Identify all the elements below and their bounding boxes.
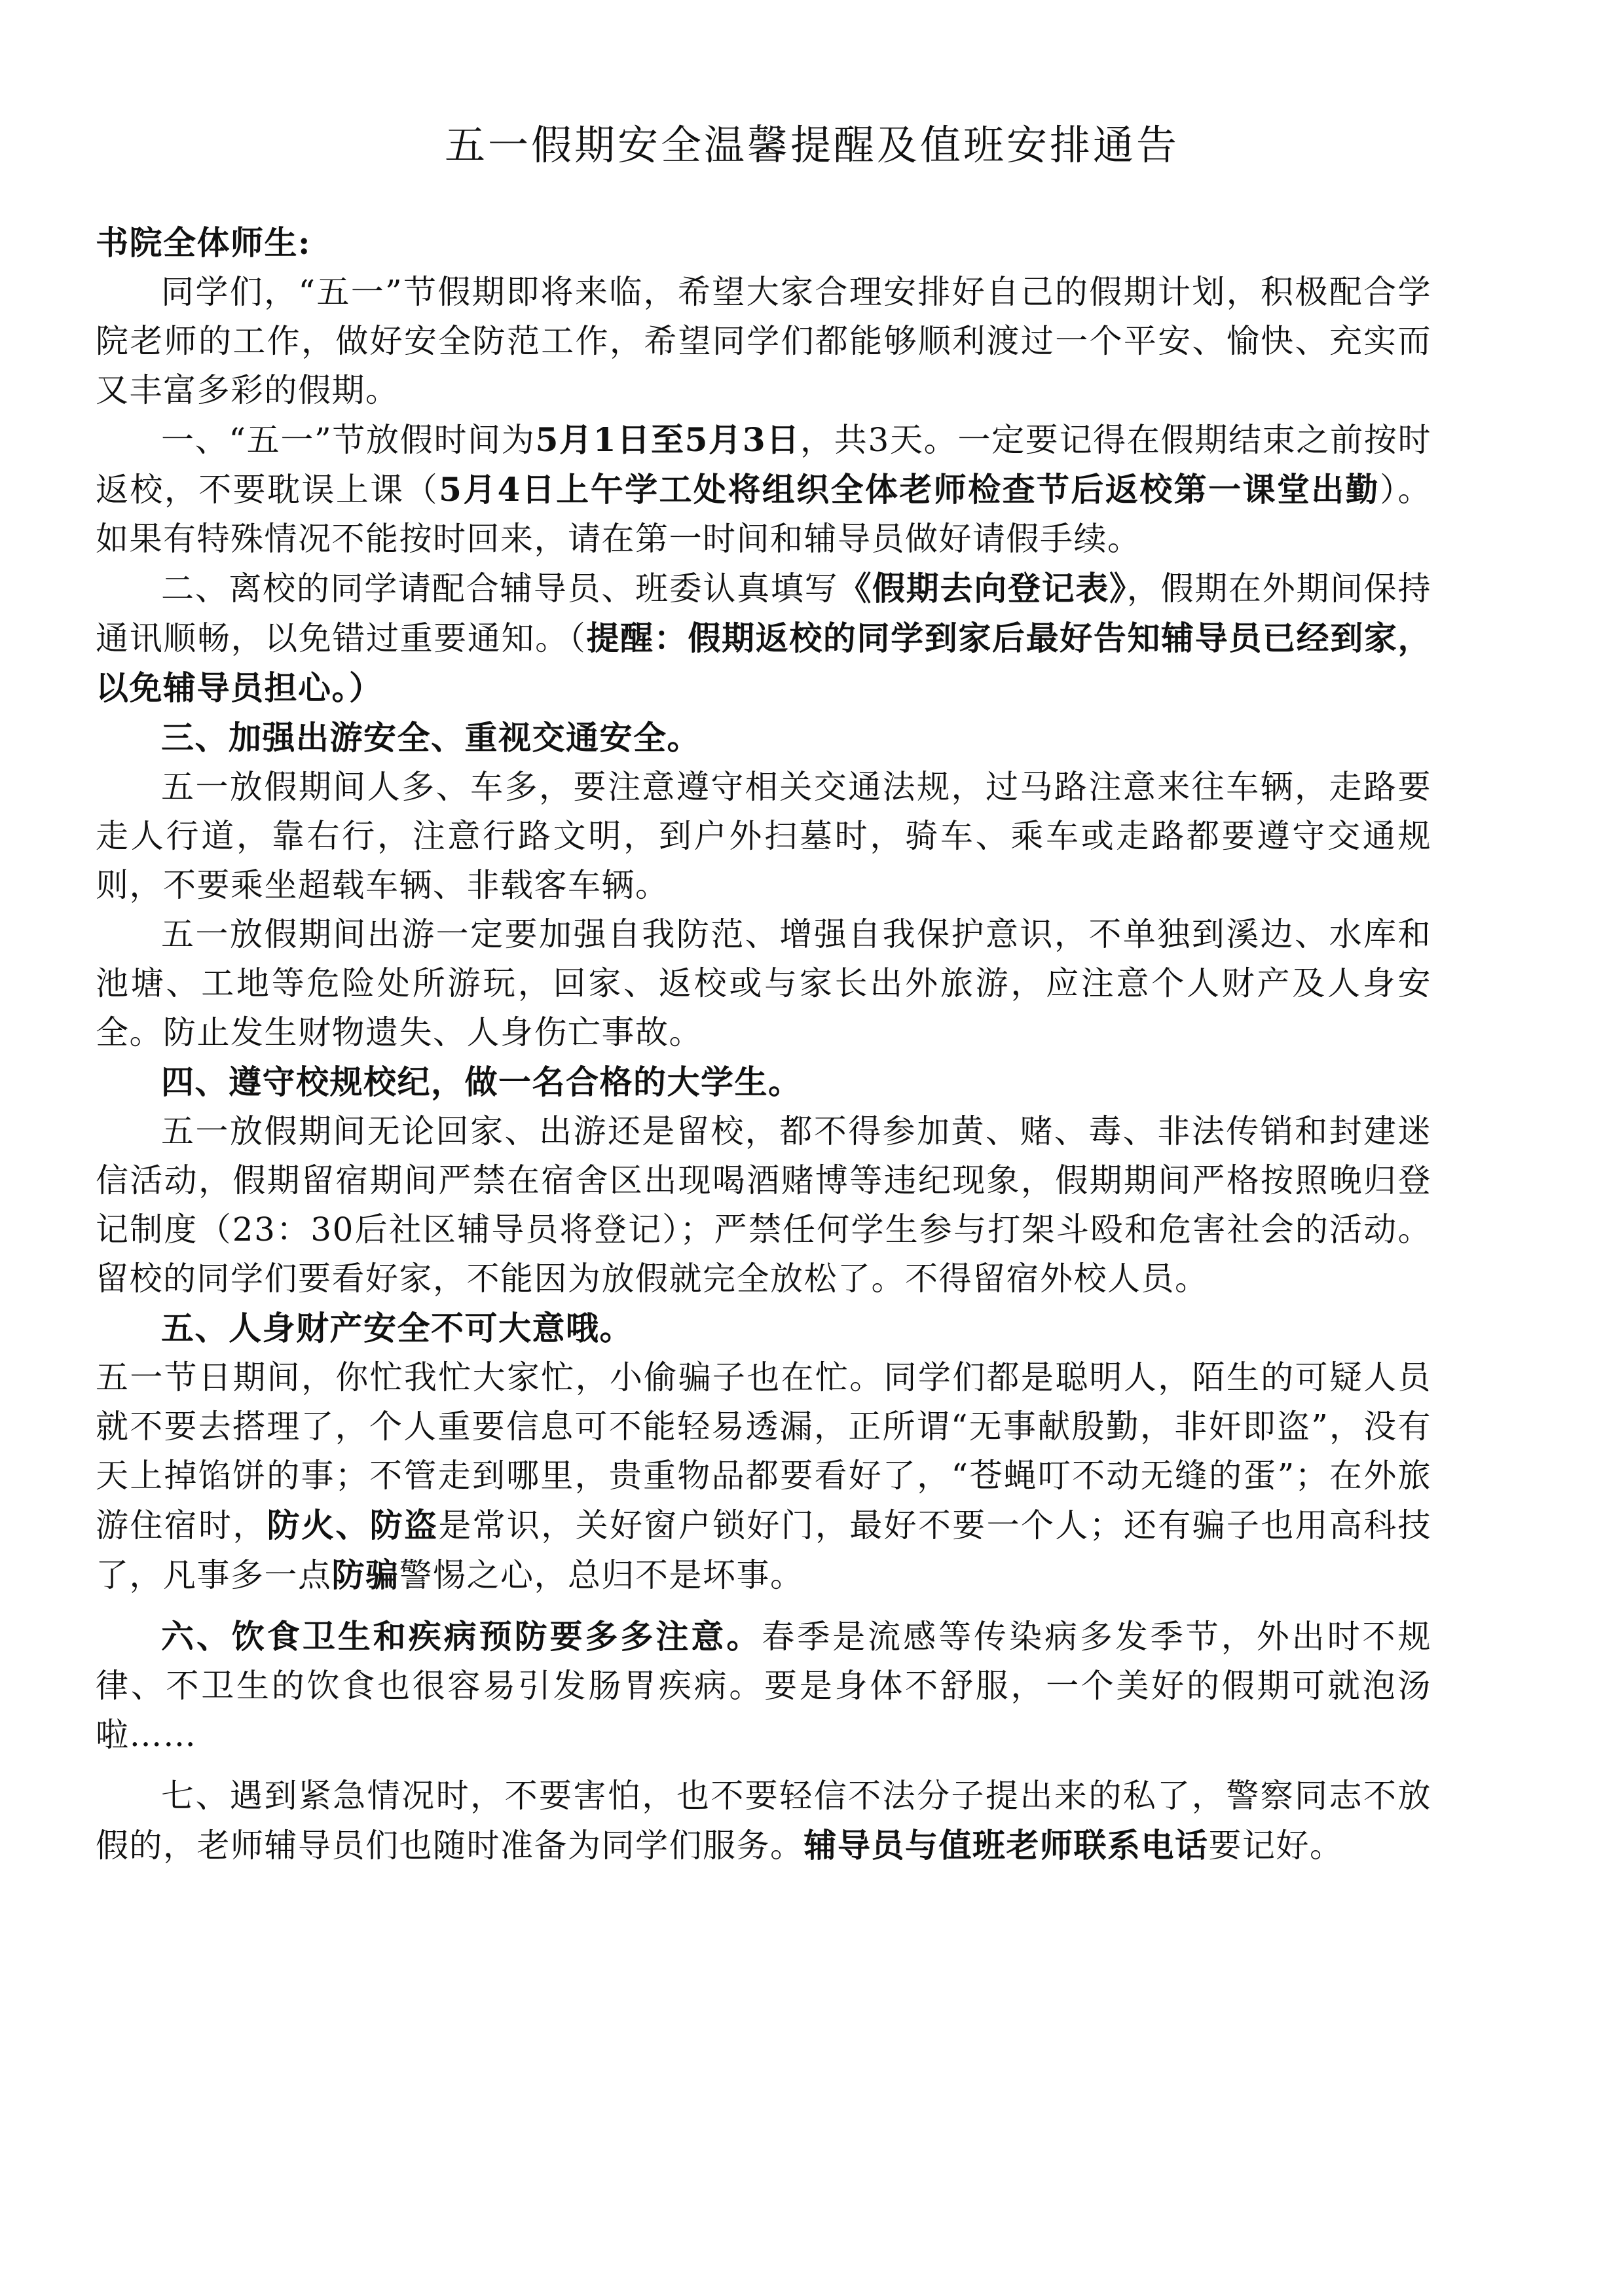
item-5-heading: 五、人身财产安全不可大意哦。 [161, 1309, 633, 1347]
item-2-paragraph: 二、离校的同学请配合辅导员、班委认真填写《假期去向登记表》，假期在外期间保持通讯顺畅，以免错过重要通知。（提醒：假期返校的同学到家后最好告知辅导员已经到家，以免辅导员担心。） [96, 569, 1432, 707]
item-4-paragraph: 五一放假期间无论回家、出游还是留校，都不得参加黄、赌、毒、非法传销和封建迷信活动，假期留宿期间严禁在宿舍区出现喝酒赌博等违纪现象，假期期间严格按照晚归登记制度（23：30后社区辅导员将登记）；严禁任何学生参与打架斗殴和危害社会的活动。留校的同学们要看好家，不能因为放假就完全放松了。不得留宿外校人员。 [96, 1112, 1431, 1298]
item-6-paragraph: 六、饮食卫生和疾病预防要多多注意。春季是流感等传染病多发季节，外出时不规律、不卫生的饮食也很容易引发肠胃疾病。要是身体不舒服，一个美好的假期可就泡汤啦…… [96, 1617, 1432, 1754]
fraud-prevention: 防骗 [331, 1556, 399, 1594]
contact-phone-note: 辅导员与值班老师联系电话 [803, 1826, 1209, 1865]
item-6-heading: 六、饮食卫生和疾病预防要多多注意。 [161, 1617, 762, 1656]
salutation: 书院全体师生: [96, 223, 311, 262]
intro-paragraph: 同学们，“五一”节假期即将来临，希望大家合理安排好自己的假期计划，积极配合学院老师的工作，做好安全防范工作，希望同学们都能够顺利渡过一个平安、愉快、充实而又丰富多彩的假期。 [96, 273, 1431, 409]
item-3-paragraph-1: 五一放假期间人多、车多，要注意遵守相关交通法规，过马路注意来往车辆，走路要走人行道，靠右行，注意行路文明，到户外扫墓时，骑车、乘车或走路都要遵守交通规则，不要乘坐超载车辆、非载客车辆。 [96, 768, 1431, 904]
registration-form-name: 《假期去向登记表》 [838, 569, 1127, 608]
attendance-check-note: 5月4日上午学工处将组织全体老师检查节后返校第一课堂出勤 [439, 470, 1380, 509]
document-title: 五一假期安全温馨提醒及值班安排通告 [444, 121, 1179, 169]
item-7-paragraph: 七、遇到紧急情况时，不要害怕，也不要轻信不法分子提出来的私了，警察同志不放假的，老师辅导员们也随时准备为同学们服务。辅导员与值班老师联系电话要记好。 [96, 1777, 1431, 1865]
item-3-paragraph-2: 五一放假期间出游一定要加强自我防范、增强自我保护意识，不单独到溪边、水库和池塘、工地等危险处所游玩，回家、返校或与家长出外旅游，应注意个人财产及人身安全。防止发生财物遗失、人身伤亡事故。 [96, 915, 1431, 1051]
item-3-heading: 三、加强出游安全、重视交通安全。 [161, 718, 701, 757]
holiday-dates: 5月1日至5月3日 [535, 420, 801, 459]
reminder-note: 提醒：假期返校的同学到家后最好告知辅导员已经到家，以免辅导员担心。） [96, 619, 1432, 707]
item-5-paragraph: 五一节日期间，你忙我忙大家忙，小偷骗子也在忙。同学们都是聪明人，陌生的可疑人员就不要去搭理了，个人重要信息可不能轻易透漏，正所谓“无事献殷勤，非奸即盗”，没有天上掉馅饼的事；不管走到哪里，贵重物品都要看好了，“苍蝇叮不动无缝的蛋”；在外旅游住宿时，防火、防盗是常识，关好窗户锁好门，最好不要一个人；还有骗子也用高科技了，凡事多一点防骗警惕之心，总归不是坏事。 [96, 1358, 1432, 1594]
document-body [96, 218, 1431, 1870]
fire-theft-prevention: 防火、防盗 [267, 1506, 439, 1544]
item-4-heading: 四、遵守校规校纪，做一名合格的大学生。 [161, 1063, 802, 1101]
item-1-paragraph: 一、“五一”节放假时间为5月1日至5月3日，共3天。一定要记得在假期结束之前按时返校，不要耽误上课（5月4日上午学工处将组织全体老师检查节后返校第一课堂出勤）。如果有特殊情况不能按时回来，请在第一时间和辅导员做好请假手续。 [96, 420, 1431, 558]
